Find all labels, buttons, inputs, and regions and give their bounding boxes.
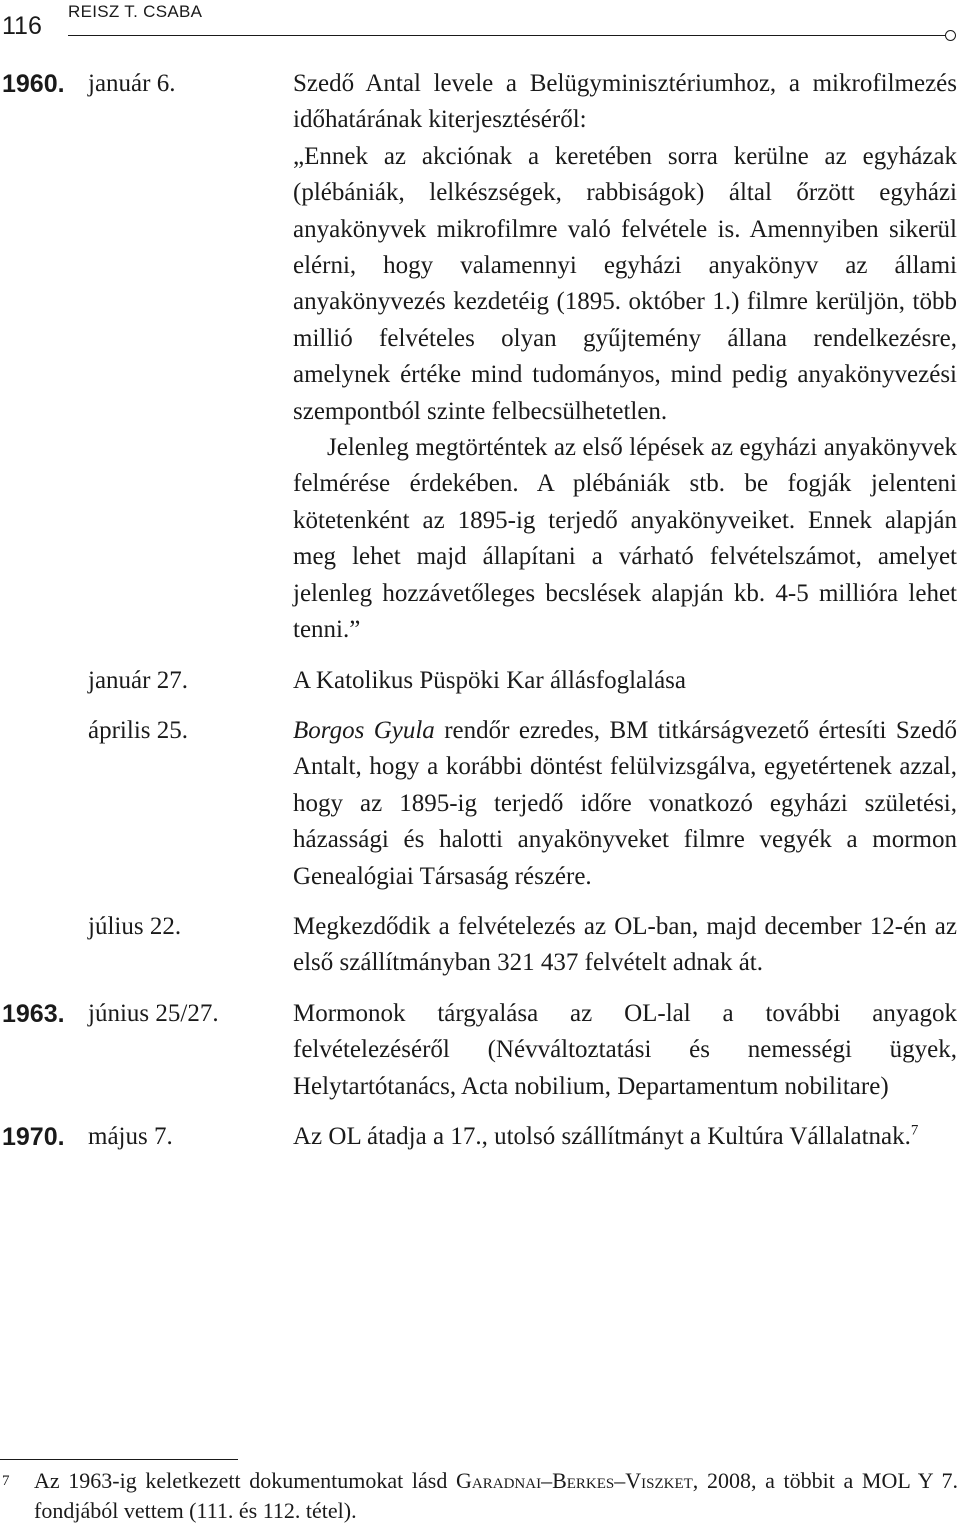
chronology-entry <box>0 663 960 699</box>
entry-text <box>293 909 957 982</box>
entry-quote-paragraph: Jelenleg megtörténtek az első lépések az egyházi anyakönyvek felmérése érdekében. A plébániák stb. be fogják jelenteni kötetenként az 1895-ig terjedő anyakönyveiket. Ennek alapján meg lehet majd állapítani a várható felvételszámot, amelyet jelenleg hozzávetőleges becslések alapján kb. 4-5 millióra lehet tenni.” <box>293 434 957 644</box>
entry-date: április 25. <box>88 716 188 744</box>
entry-text <box>293 1119 957 1155</box>
entry-paragraph: Szedő Antal levele a Belügyminisztériumhoz, a mikrofilmezés időhatárának kiterjesztéséről: <box>293 70 957 134</box>
entry-date: május 7. <box>88 1122 173 1150</box>
entry-date: január 6. <box>88 70 176 97</box>
running-head: REISZ T. CSABA <box>68 2 203 21</box>
footnote-text-before: Az 1963-ig keletkezett dokumentumokat lásd <box>34 1468 457 1493</box>
page-header <box>0 0 960 50</box>
entry-date: június 25/27. <box>88 999 219 1027</box>
chronology-entry <box>0 713 960 895</box>
footnote <box>0 1466 960 1526</box>
entry-paragraph: Megkezdődik a felvételezés az OL-ban, majd december 12-én az első szállítmányban 321 437 felvételt adnak át. <box>293 912 957 977</box>
chronology-entry <box>0 1119 960 1155</box>
entry-date: január 27. <box>88 666 188 694</box>
footnote-reference[interactable]: 7 <box>910 1122 919 1139</box>
header-rule <box>68 35 946 36</box>
footnote-mark: 7 <box>2 1473 10 1489</box>
footnote-text-after: , 2008, a többit a MOL Y 7. fondjából vettem (111. és 112. tétel). <box>34 1468 959 1523</box>
entry-text <box>293 713 957 895</box>
entry-text <box>293 996 957 1105</box>
entry-paragraph: Mormonok tárgyalása az OL-lal a további anyagok felvételezéséről (Névváltoztatási és nemességi ügyek, Helytartótanács, Acta nobilium, Departamentum nobilitare) <box>293 999 957 1100</box>
chronology-entry <box>0 66 960 649</box>
entry-paragraph-text: Az OL átadja a 17., utolsó szállítmányt a Kultúra Vállalatnak. <box>293 1122 911 1150</box>
entry-year: 1970. <box>2 1122 65 1151</box>
person-name: Borgos Gyula <box>293 716 435 744</box>
chronology-entry <box>0 909 960 982</box>
entry-text <box>293 663 957 699</box>
entry-year: 1960. <box>2 70 65 98</box>
entry-text <box>293 66 957 649</box>
header-rule-end-dot <box>945 30 956 41</box>
chronology <box>0 66 960 1169</box>
entry-quote-paragraph: „Ennek az akciónak a keretében sorra kerülne az egyházak (plébániák, lelkészségek, rabbiságok) által őrzött egyházi anyakönyvek mikrofilmre való felvétele is. Amennyiben sikerül elérni, hogy valamennyi egyházi anyakönyv az állami anyakönyvezés kezdetéig (1895. október 1.) filmre kerüljön, több millió felvételes olyan gyűjtemény állana rendelkezésre, amelynek értéke mind tudományos, mind pedig anyakönyvezési szempontból szinte felbecsülhetetlen. <box>293 142 957 425</box>
chronology-entry <box>0 996 960 1105</box>
footnote-text <box>34 1466 958 1526</box>
entry-paragraph <box>293 1119 957 1155</box>
entry-paragraph: A Katolikus Püspöki Kar állásfoglalása <box>293 666 686 694</box>
entry-paragraph-text: rendőr ezredes, BM titkárságvezető értesíti Szedő Antalt, hogy a korábbi döntést felülvizsgálva, egyetértenek azzal, hogy az 1895-ig terjedő időre vonatkozó egyházi születési, házassági és halotti anyakönyveket filmre vegyék a mormon Genealógiai Társaság részére. <box>293 716 957 890</box>
page-number: 116 <box>2 12 42 40</box>
entry-paragraph <box>293 713 957 895</box>
footnote-authors: Garadnai–Berkes–Viszket <box>456 1468 693 1493</box>
entry-date: július 22. <box>88 912 182 940</box>
entry-year: 1963. <box>2 999 65 1028</box>
footnote-rule <box>0 1459 238 1460</box>
